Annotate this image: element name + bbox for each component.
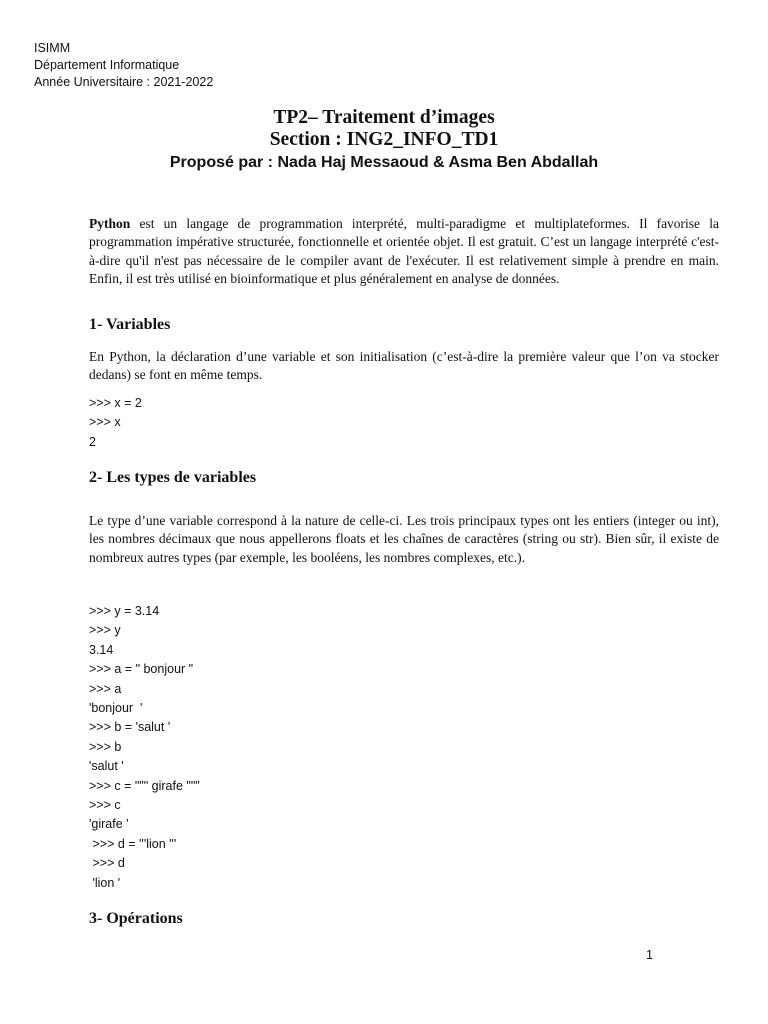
intro-bold-word: Python xyxy=(89,216,131,231)
document-title: TP2– Traitement d’images xyxy=(273,107,495,128)
code-line: >>> a = " bonjour " xyxy=(89,662,194,677)
code-line: >>> y xyxy=(89,623,121,638)
code-line: >>> y = 3.14 xyxy=(89,604,160,618)
page-number: 1 xyxy=(646,948,653,962)
authors-line: Proposé par : Nada Haj Messaoud & Asma Ben Abdallah xyxy=(169,154,599,171)
academic-year: Année Universitaire : 2021-2022 xyxy=(34,75,214,89)
section-2-heading: 2- Les types de variables xyxy=(89,469,257,486)
code-line: 2 xyxy=(89,434,96,449)
section-1-heading: 1- Variables xyxy=(89,316,171,333)
department-name: Département Informatique xyxy=(34,58,180,72)
section-1-code-block xyxy=(89,394,142,452)
section-2-paragraph: Le type d’une variable correspond à la nature de celle-ci. Les trois principaux types ont les entiers (integer ou int), les nombres décimaux que nous appellerons floats et les chaînes de caractères (string ou str). Bien sûr, il existe de nombreux autres types (par exemple, les booléens, les nombres complexes, etc.). xyxy=(89,513,719,565)
section-2-code-block xyxy=(89,602,200,893)
code-line: >>> d = '''lion ''' xyxy=(89,836,177,851)
code-line: >>> d xyxy=(89,856,125,871)
code-line: >>> c xyxy=(89,798,121,813)
code-line: >>> c = """ girafe """ xyxy=(89,778,200,793)
code-line: 'bonjour ' xyxy=(89,701,143,716)
document-title-block xyxy=(0,107,768,174)
institution-name: ISIMM xyxy=(34,41,71,55)
code-line: >>> x xyxy=(89,415,121,430)
intro-text: est un langage de programmation interprété, multi-paradigme et multiplateformes. Il favorise la programmation impérative structurée, fonctionnelle et orientée objet. Il est gratuit. C’est un langage interprété c'est-à-dire qu'il n'est pas nécessaire de le compiler avant de l'exécuter. Il est relativement simple à prendre en main. Enfin, il est très utilisé en bioinformatique et plus généralement en analyse de données. xyxy=(89,216,719,287)
code-line: 'salut ' xyxy=(89,759,124,774)
code-line: >>> x = 2 xyxy=(89,396,142,410)
code-line: 'girafe ' xyxy=(89,817,129,832)
intro-paragraph xyxy=(89,215,719,289)
code-line: >>> a xyxy=(89,681,122,696)
code-line: 3.14 xyxy=(89,642,114,657)
section-title: Section : ING2_INFO_TD1 xyxy=(269,129,499,150)
code-line: 'lion ' xyxy=(89,875,121,890)
code-line: >>> b xyxy=(89,739,122,754)
section-1-paragraph: En Python, la déclaration d’une variable et son initialisation (c’est-à-dire la première valeur que l’on va stocker dedans) se font en même temps. xyxy=(89,349,719,383)
institution-header xyxy=(34,40,213,91)
code-line: >>> b = 'salut ' xyxy=(89,720,171,735)
section-3-heading: 3- Opérations xyxy=(89,910,183,927)
